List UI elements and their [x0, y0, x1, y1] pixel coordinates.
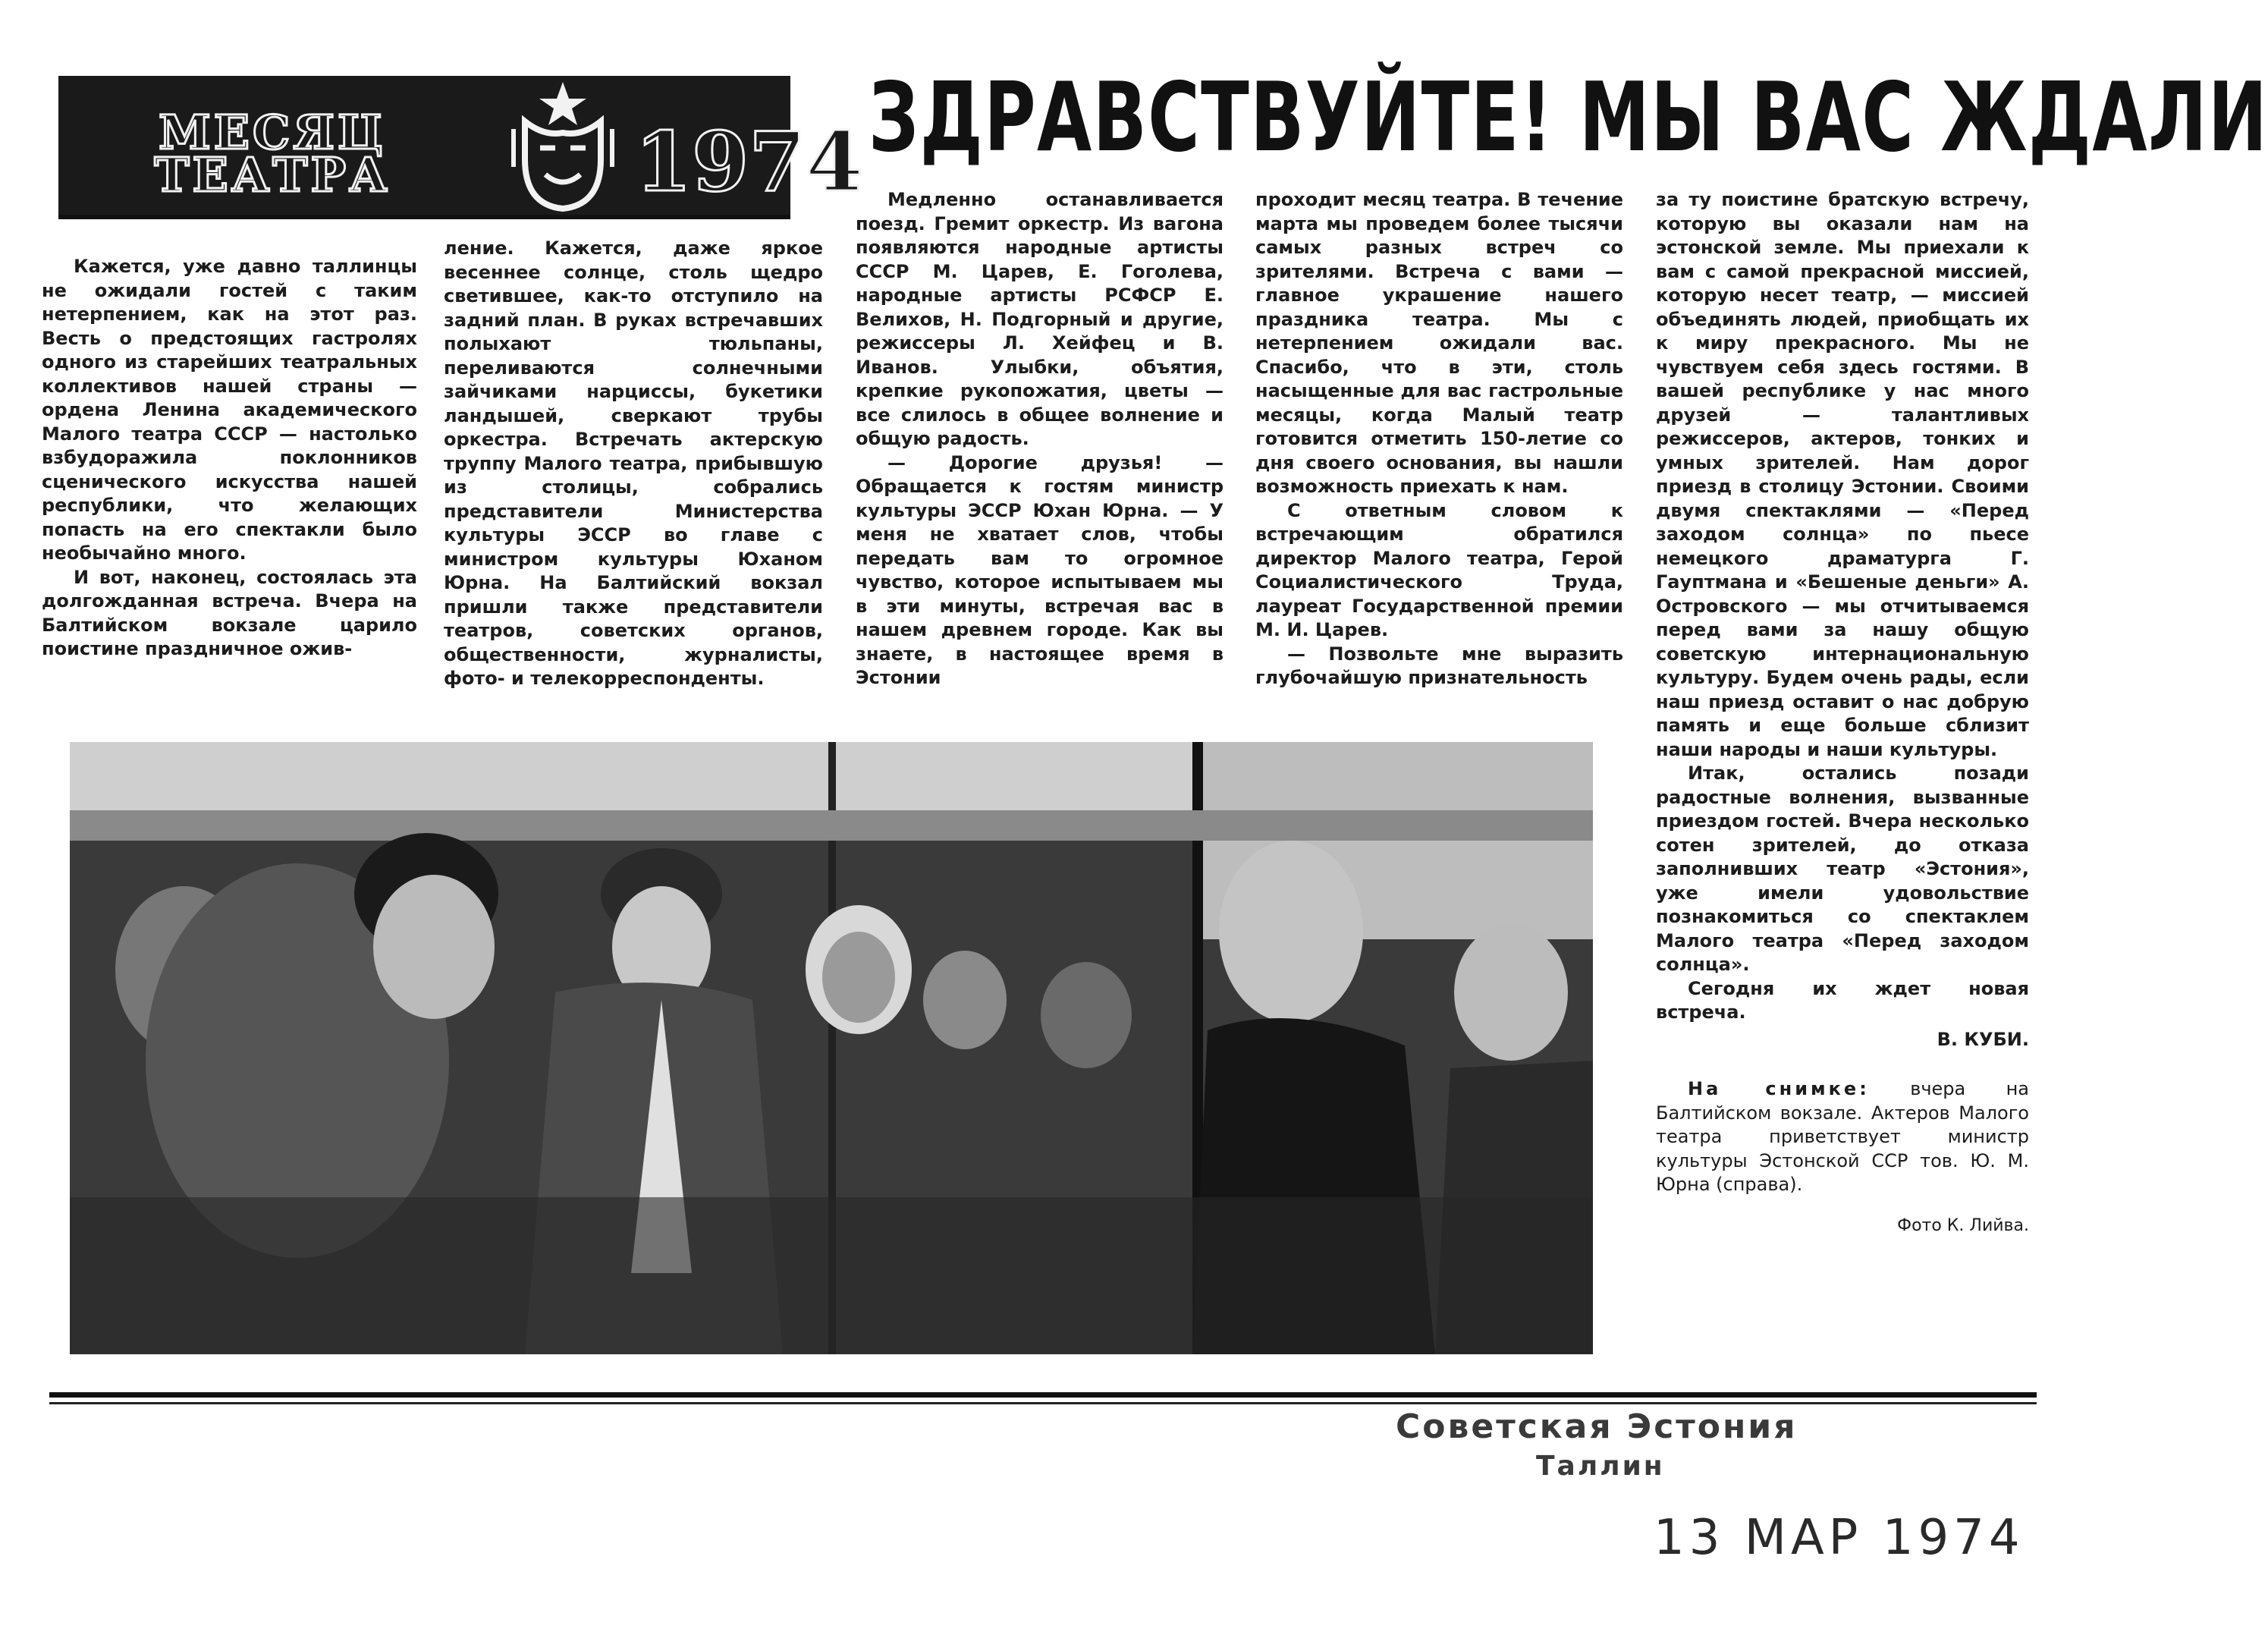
paragraph: проходит месяц театра. В течение марта мы проведем более тысячи самых разных встреч со зрителями. Встреча с вами — главное украшение нашего праздника театра. Мы с нетерпением ожидали вас. Спасибо, что в эти, столь насыщенные для вас гастрольные месяцы, когда Малый театр готовится отметить 150-летие со дня своего основания, вы нашли возможность приехать к нам. — [1255, 189, 1623, 497]
paragraph: Кажется, уже давно таллинцы не ожидали гостей с таким нетерпением, как на этот раз. Весть о предстоящих гастролях одного из старейших театральных коллективов нашей страны — ордена Ленина академического Малого театра СССР — настолько взбудоражила поклонников сценического искусства нашей республики, что желающих попасть на его спектакли было необычайно много. — [42, 256, 417, 564]
text-column-4 — [1255, 188, 1623, 690]
headline: ЗДРАВСТВУЙТЕ! МЫ ВАС ЖДАЛИ — [869, 61, 2268, 173]
text-column-5 — [1656, 188, 2029, 1237]
paragraph: Итак, остались позади радостные волнения, вызванные приездом гостей. Вчера несколько сотен зрителей, до отказа заполнивших театр «Эстония», уже имели удовольствие познакомиться со спектаклем Малого театра «Перед заходом солнца». — [1656, 762, 2029, 975]
paragraph: за ту поистине братскую встречу, которую вы оказали нам на эстонской земле. Мы приехали к вам с самой прекрасной миссией, которую несет театр, — миссией объединять людей, приобщать их к миру прекрасного. Мы не чувствуем себя здесь гостями. В вашей республике у нас много друзей — талантливых режиссеров, актеров, тонких и умных зрителей. Нам дорог приезд в столицу Эстонии. Своими двумя спектаклями — «Перед заходом солнца» по пьесе немецкого драматурга Г. Гауптмана и «Бешеные деньги» А. Островского — мы отчитываемся перед вами за нашу общую советскую интернациональную культуру. Будем очень рады, если наш приезд оставит о нас добрую память и еще больше сблизит наши народы и наши культуры. — [1656, 189, 2029, 760]
rubric-banner — [58, 76, 863, 219]
theatre-mask-star-icon — [498, 76, 627, 215]
rubric-year: 1974 — [635, 115, 863, 210]
rubric-line-2: ТЕАТРА — [154, 147, 391, 203]
paragraph: — Дорогие друзья! — Обращается к гостям министр культуры ЭССР Юхан Юрна. — У меня не хватает слов, чтобы передать вам то огромное чувство, которое испытываем мы в эти минуты, встречая вас в нашем древнем городе. Как вы знаете, в настоящее время в Эстонии — [856, 451, 1224, 688]
stamp-date: 13 МАР 1974 — [1654, 1510, 2025, 1566]
paragraph: ление. Кажется, даже яркое весеннее солнце, столь щедро светившее, как-то отступило на задний план. В руках встречавших полыхают тюльпаны, переливаются солнечными зайчиками нарциссы, букетики ландышей, сверкают трубы оркестра. Встречать актерскую труппу Малого театра, прибывшую из столицы, собрались представители Министерства культуры ЭССР во главе с министром культуры Юханом Юрна. На Балтийский вокзал пришли также представители театров, советских органов, общественности, журналисты, фото- и телекорреспонденты. — [444, 237, 823, 689]
bottom-rule-thin — [49, 1402, 2037, 1404]
paragraph: С ответным словом к встречающим обратился директор Малого театра, Герой Социалистического Труда, лауреат Государственной премии М. И. Царев. — [1255, 499, 1623, 640]
caption-lead: На снимке: — [1688, 1078, 1870, 1099]
paragraph: — Позвольте мне выразить глубочайшую признательность — [1255, 643, 1623, 688]
text-column-2 — [444, 237, 823, 691]
news-photo — [70, 742, 1593, 1354]
stamp-newspaper-name: Советская Эстония — [1396, 1407, 1798, 1446]
photo-crowd-image — [70, 742, 1593, 1354]
paragraph: Сегодня их ждет новая встреча. — [1656, 977, 2029, 1023]
text-column-1 — [42, 255, 417, 662]
text-column-3 — [856, 188, 1224, 690]
rubric-line-1: МЕСЯЦ — [159, 105, 386, 160]
photo-caption — [1656, 1077, 2029, 1197]
stamp-city: Таллин — [1536, 1451, 1665, 1482]
bottom-rule — [49, 1392, 2037, 1398]
paragraph: Медленно останавливается поезд. Гремит оркестр. Из вагона появляются народные артисты СССР М. Царев, Е. Гоголева, народные артисты РСФСР Е. Велихов, Н. Подгорный и другие, режиссеры Л. Хейфец и В. Иванов. Улыбки, объятия, крепкие рукопожатия, цветы — все слилось в общее волнение и общую радость. — [856, 189, 1224, 449]
paragraph: И вот, наконец, состоялась эта долгожданная встреча. Вчера на Балтийском вокзале царило поистине праздничное ожив- — [42, 566, 417, 659]
photo-credit: Фото К. Лийва. — [1897, 1215, 2029, 1235]
author-signature: В. КУБИ. — [1937, 1028, 2029, 1050]
caption-text: вчера на Балтийском вокзале. Актеров Малого театра приветствует министр культуры Эстонской ССР тов. Ю. М. Юрна (справа). — [1656, 1078, 2030, 1195]
